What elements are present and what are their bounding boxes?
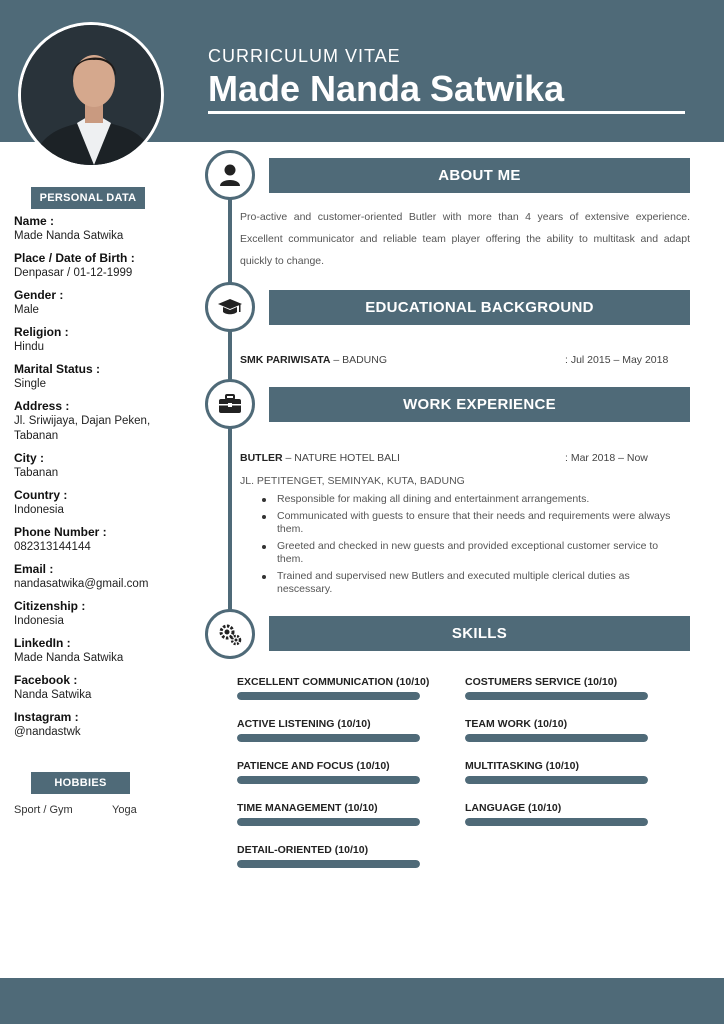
skill-fill	[465, 818, 648, 826]
skill-item	[465, 676, 648, 700]
pd-value: Nanda Satwika	[14, 689, 92, 701]
pd-label: Address :	[14, 399, 70, 413]
skill-bar	[237, 734, 420, 742]
job-role: BUTLER	[240, 452, 283, 464]
pd-value: Made Nanda Satwika	[14, 230, 124, 242]
skill-label: PATIENCE AND FOCUS (10/10)	[237, 760, 390, 772]
pd-value: nandasatwika@gmail.com	[14, 578, 149, 590]
pd-city	[14, 451, 189, 481]
skill-bar	[237, 860, 420, 868]
skill-fill	[237, 860, 420, 868]
skill-bar	[465, 776, 648, 784]
duty-text: Greeted and checked in new guests and provided exceptional customer service to them.	[277, 540, 659, 565]
name-underline	[208, 111, 685, 114]
bullet-icon	[262, 515, 266, 519]
duty-text: Trained and supervised new Butlers and executed multiple clerical duties as nescessary.	[277, 570, 630, 595]
pd-country	[14, 488, 189, 518]
skill-label: COSTUMERS SERVICE (10/10)	[465, 676, 618, 688]
profile-photo	[18, 22, 164, 168]
pd-address	[14, 399, 189, 444]
duty-item	[262, 510, 680, 536]
skill-item	[237, 802, 420, 826]
hobbies-heading: HOBBIES	[31, 772, 130, 794]
pd-label: Email :	[14, 562, 54, 576]
pd-label: LinkedIn :	[14, 636, 71, 650]
skill-label: MULTITASKING (10/10)	[465, 760, 579, 772]
work-address: JL. PETITENGET, SEMINYAK, KUTA, BADUNG	[240, 475, 465, 487]
duty-text: Communicated with guests to ensure that their needs and requirements were always them.	[277, 510, 671, 535]
duties-list	[262, 493, 680, 600]
pd-phone	[14, 525, 189, 555]
pd-label: Country :	[14, 488, 68, 502]
duty-text: Responsible for making all dining and entertainment arrangements.	[277, 493, 590, 505]
pd-value: Indonesia	[14, 504, 64, 516]
gears-icon	[205, 609, 255, 659]
skill-fill	[237, 776, 420, 784]
bullet-icon	[262, 575, 266, 579]
education-date: : Jul 2015 – May 2018	[565, 354, 669, 366]
hobby-item: Sport / Gym	[14, 804, 73, 816]
pd-label: Religion :	[14, 325, 69, 339]
pd-facebook	[14, 673, 189, 703]
skill-item	[465, 718, 648, 742]
pd-birth	[14, 251, 189, 281]
skill-fill	[465, 734, 648, 742]
about-text: Pro-active and customer-oriented Butler with more than 4 years of extensive experience. Excellent communicator and reliable team player offering the ability to multitask and adapt quickly to change.	[240, 211, 690, 267]
education-heading: EDUCATIONAL BACKGROUND	[269, 290, 690, 325]
pd-citizenship	[14, 599, 189, 629]
skill-bar	[465, 734, 648, 742]
pd-label: Citizenship :	[14, 599, 86, 613]
skill-bar	[237, 776, 420, 784]
pd-email	[14, 562, 189, 592]
skill-label: DETAIL-ORIENTED (10/10)	[237, 844, 369, 856]
pd-value: Male	[14, 304, 39, 316]
skill-item	[237, 760, 420, 784]
skill-fill	[237, 818, 420, 826]
pd-value: Hindu	[14, 341, 45, 353]
pd-value: Indonesia	[14, 615, 64, 627]
pd-name	[14, 214, 189, 244]
pd-label: Phone Number :	[14, 525, 107, 539]
skill-bar	[465, 818, 648, 826]
pd-linkedin	[14, 636, 189, 666]
pd-value: Made Nanda Satwika	[14, 652, 124, 664]
cv-subtitle: CURRICULUM VITAE	[208, 46, 401, 66]
pd-label: Gender :	[14, 288, 64, 302]
work-entry	[240, 452, 400, 464]
hobby-item: Yoga	[112, 804, 137, 816]
work-date: : Mar 2018 – Now	[565, 452, 648, 464]
about-heading: ABOUT ME	[269, 158, 690, 193]
person-icon	[205, 150, 255, 200]
duty-item	[262, 540, 680, 566]
skill-bar	[237, 692, 420, 700]
cv-name: Made Nanda Satwika	[208, 68, 565, 109]
pd-value: 082313144144	[14, 541, 91, 553]
pd-value: Tabanan	[14, 467, 59, 479]
skill-item	[465, 802, 648, 826]
skill-bar	[465, 692, 648, 700]
pd-value: Jl. Sriwijaya, Dajan Peken, Tabanan	[14, 415, 151, 442]
pd-gender	[14, 288, 189, 318]
skill-label: EXCELLENT COMMUNICATION (10/10)	[237, 676, 430, 688]
bullet-icon	[262, 545, 266, 549]
graduation-cap-icon	[205, 282, 255, 332]
skill-bar	[237, 818, 420, 826]
bullet-icon	[262, 498, 266, 502]
pd-marital	[14, 362, 189, 392]
work-heading: WORK EXPERIENCE	[269, 387, 690, 422]
skill-fill	[237, 734, 420, 742]
skill-label: TIME MANAGEMENT (10/10)	[237, 802, 378, 814]
pd-label: Name :	[14, 214, 55, 228]
pd-instagram	[14, 710, 189, 740]
pd-value: @nandastwk	[14, 726, 81, 738]
skill-fill	[465, 776, 648, 784]
footer-band	[0, 978, 724, 1024]
school-name: SMK PARIWISATA	[240, 354, 331, 366]
skill-item	[237, 844, 420, 868]
skill-label: ACTIVE LISTENING (10/10)	[237, 718, 371, 730]
personal-data-heading: PERSONAL DATA	[31, 187, 145, 209]
briefcase-icon	[205, 379, 255, 429]
personal-data-list	[14, 214, 189, 747]
pd-value: Single	[14, 378, 46, 390]
duty-item	[262, 570, 680, 596]
pd-value: Denpasar / 01-12-1999	[14, 267, 133, 279]
skill-label: LANGUAGE (10/10)	[465, 802, 562, 814]
pd-label: City :	[14, 451, 44, 465]
duty-item	[262, 493, 680, 506]
skill-item	[237, 676, 430, 700]
pd-label: Place / Date of Birth :	[14, 251, 135, 265]
pd-label: Facebook :	[14, 673, 78, 687]
school-location: – BADUNG	[330, 354, 388, 366]
skill-item	[237, 718, 420, 742]
pd-label: Marital Status :	[14, 362, 101, 376]
skill-fill	[465, 692, 648, 700]
skill-fill	[237, 692, 420, 700]
skill-label: TEAM WORK (10/10)	[465, 718, 568, 730]
pd-label: Instagram :	[14, 710, 79, 724]
pd-religion	[14, 325, 189, 355]
skill-item	[465, 760, 648, 784]
skills-heading: SKILLS	[269, 616, 690, 651]
job-company: – NATURE HOTEL BALI	[282, 452, 400, 464]
education-entry	[240, 354, 387, 366]
